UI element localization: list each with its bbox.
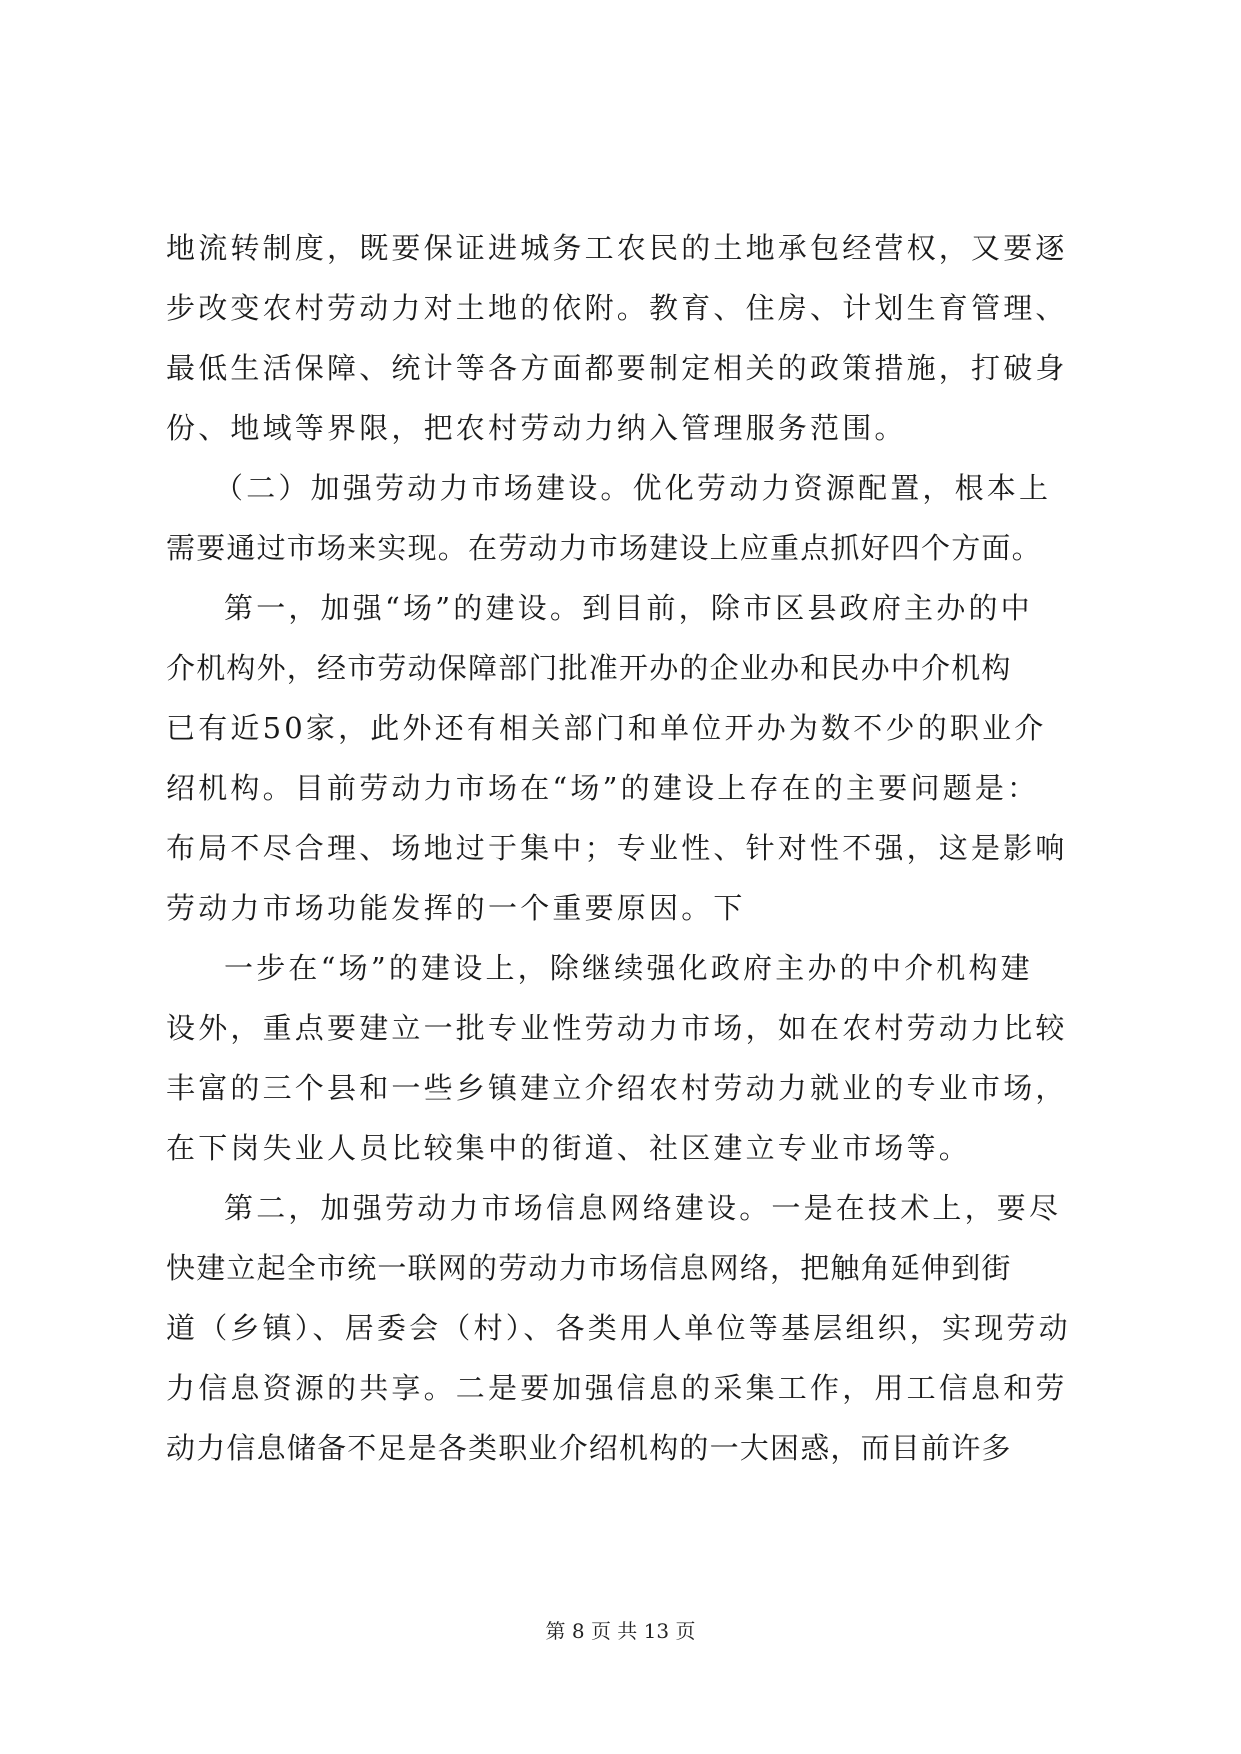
- text-line: 道（乡镇）、居委会（村）、各类用人单位等基层组织，实现劳动: [166, 1311, 1071, 1345]
- text-line: 丰富的三个县和一些乡镇建立介绍农村劳动力就业的专业市场，: [166, 1071, 1068, 1105]
- text-line: 已有近50家，此外还有相关部门和单位开办为数不少的职业介: [166, 711, 1047, 745]
- text-line: 动力信息储备不足是各类职业介绍机构的一大困惑，而目前许多: [166, 1431, 1012, 1465]
- text-line: 布局不尽合理、场地过于集中；专业性、针对性不强，这是影响: [166, 831, 1068, 865]
- text-line: 快建立起全市统一联网的劳动力市场信息网络，把触角延伸到街: [166, 1251, 1012, 1285]
- page-number-footer: 第 8 页 共 13 页: [545, 1619, 696, 1643]
- text-line: 最低生活保障、统计等各方面都要制定相关的政策措施，打破身: [166, 351, 1068, 385]
- text-line: 步改变农村劳动力对土地的依附。教育、住房、计划生育管理、: [166, 291, 1068, 325]
- text-line: 绍机构。目前劳动力市场在“场”的建设上存在的主要问题是：: [166, 771, 1040, 805]
- paragraph-first-line: （二）加强劳动力市场建设。优化劳动力资源配置，根本上: [214, 471, 1052, 505]
- text-line: 劳动力市场功能发挥的一个重要原因。下: [166, 891, 746, 925]
- text-line: 地流转制度，既要保证进城务工农民的土地承包经营权，又要逐: [166, 231, 1068, 265]
- paragraph-first-line: 第一，加强“场”的建设。到目前，除市区县政府主办的中: [224, 591, 1033, 625]
- text-line: 需要通过市场来实现。在劳动力市场建设上应重点抓好四个方面。: [166, 531, 1042, 565]
- paragraph-first-line: 第二，加强劳动力市场信息网络建设。一是在技术上，要尽: [224, 1191, 1062, 1225]
- text-line: 在下岗失业人员比较集中的街道、社区建立专业市场等。: [166, 1131, 972, 1165]
- text-line: 份、地域等界限，把农村劳动力纳入管理服务范围。: [166, 411, 907, 445]
- text-line: 设外，重点要建立一批专业性劳动力市场，如在农村劳动力比较: [166, 1011, 1068, 1045]
- text-line: 力信息资源的共享。二是要加强信息的采集工作，用工信息和劳: [166, 1371, 1068, 1405]
- text-line: 介机构外，经市劳动保障部门批准开办的企业办和民办中介机构: [166, 651, 1012, 685]
- paragraph-first-line: 一步在“场”的建设上，除继续强化政府主办的中介机构建: [224, 951, 1033, 985]
